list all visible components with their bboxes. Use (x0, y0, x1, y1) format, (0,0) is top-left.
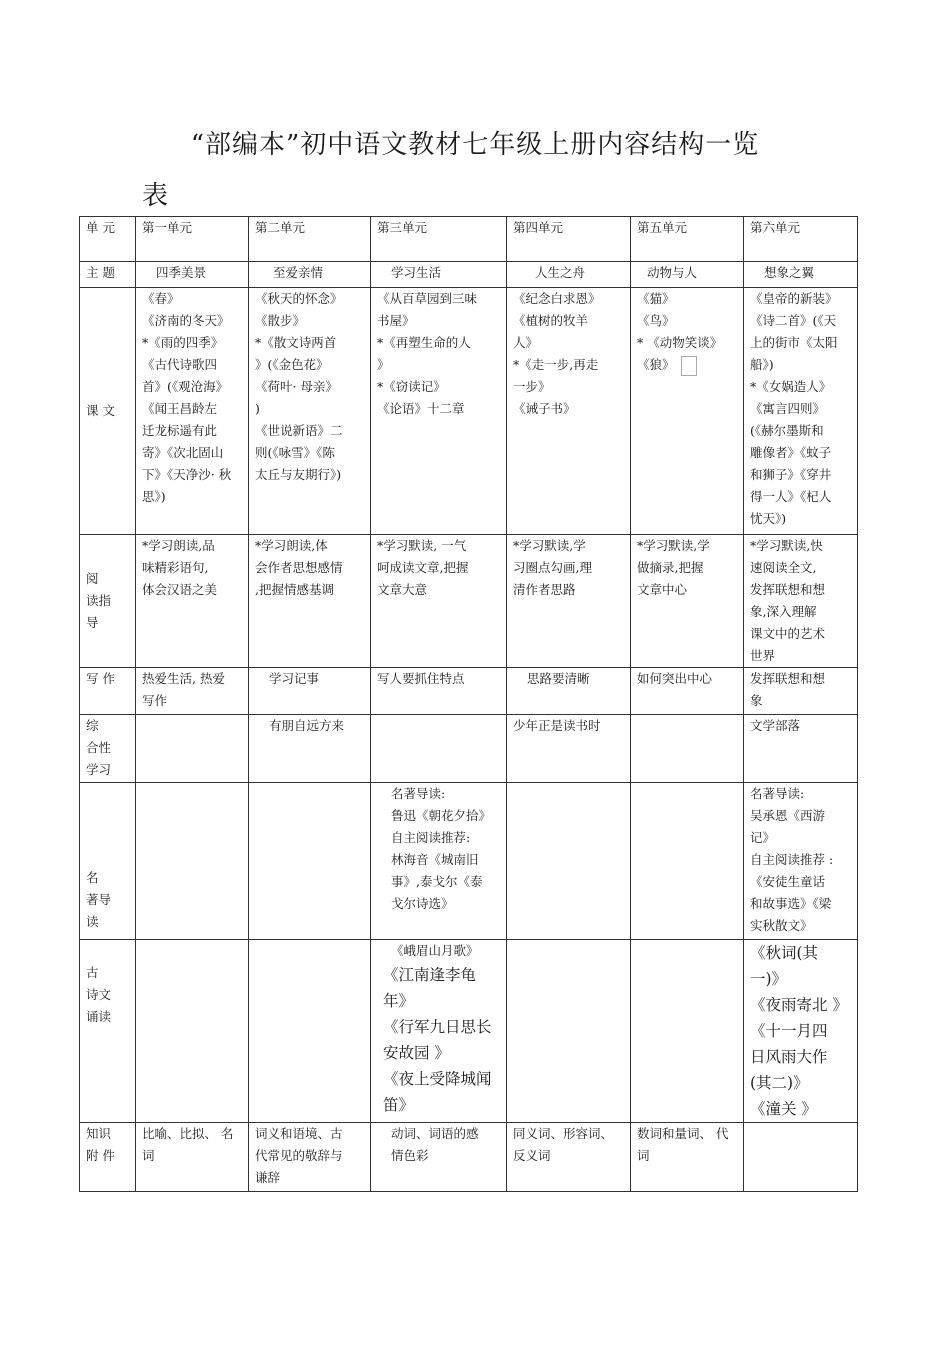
classics-row (80, 783, 858, 940)
table-cell (371, 715, 507, 783)
poem-line: 《峨眉山月歌》 (391, 943, 479, 958)
table-cell: 如何突出中心 (631, 668, 744, 715)
table-cell: 动物与人 (631, 262, 744, 288)
table-cell: 比喻、比拟、 名 词 (136, 1123, 249, 1192)
table-cell: 《秋天的怀念》 《散步》 *《散文诗两首 》(《金色花》 《荷叶· 母亲》 ) 《世说新语》二 则(《咏雪》《陈 太丘与友期行》) (249, 288, 371, 535)
table-cell: 学习记事 (249, 668, 371, 715)
header-cell: 第六单元 (744, 217, 858, 262)
table-cell (249, 940, 371, 1123)
header-cell: 第四单元 (507, 217, 631, 262)
table-cell: 想象之翼 (744, 262, 858, 288)
header-cell: 单 元 (80, 217, 136, 262)
row-label: 综 合性 学习 (80, 715, 136, 783)
table-cell: *学习默读,学 做摘录,把握 文章中心 (631, 535, 744, 668)
texts-row (80, 288, 858, 535)
table-cell: 写人要抓住特点 (371, 668, 507, 715)
table-cell: 发挥联想和想 象 (744, 668, 858, 715)
table-cell: *学习朗读,品 味精彩语句, 体会汉语之美 (136, 535, 249, 668)
table-cell (136, 783, 249, 940)
table-cell: 有朋自远方来 (249, 715, 371, 783)
writing-row (80, 668, 858, 715)
table-cell: 《皇帝的新装》 《诗二首》(《天 上的街市《太阳 船》) *《女娲造人》 《寓言四则》 (《赫尔墨斯和 雕像者》《蚊子 和狮子》《穿井 得一人》《杞人 忧天》) (744, 288, 858, 535)
table-cell: *学习朗读,体 会作者思想感情 ,把握情感基调 (249, 535, 371, 668)
reading-row (80, 535, 858, 668)
table-cell (744, 1123, 858, 1192)
row-label: 知识 附 件 (80, 1123, 136, 1192)
poetry-row (80, 940, 858, 1123)
table-cell: 《秋词(其 一)》 《夜雨寄北 》 《十一月四 日风雨大作 (其二)》 《潼关 》 (744, 940, 858, 1123)
table-cell: 《纪念白求恩》 《植树的牧羊 人》 *《走一步,再走 一步》 《诫子书》 (507, 288, 631, 535)
table-cell: 《从百草园到三味 书屋》 *《再塑生命的人 》 *《窃读记》 《论语》十二章 (371, 288, 507, 535)
table-cell (507, 783, 631, 940)
table-cell: 热爱生活, 热爱 写作 (136, 668, 249, 715)
header-cell: 第三单元 (371, 217, 507, 262)
table-cell: 动词、词语的感 情色彩 (371, 1123, 507, 1192)
header-row (80, 217, 858, 262)
header-cell: 第二单元 (249, 217, 371, 262)
table-cell (507, 940, 631, 1123)
knowledge-row (80, 1123, 858, 1192)
table-cell: 同义词、形容词、 反义词 (507, 1123, 631, 1192)
row-label: 古 诗文 诵读 (80, 940, 136, 1123)
table-cell: 少年正是读书时 (507, 715, 631, 783)
table-cell: 名著导读: 吴承恩《西游 记》 自主阅读推荐 : 《安徒生童话 和故事选》《梁 实秋散文》 (744, 783, 858, 940)
table-cell (631, 783, 744, 940)
document-title-continued: 表 (142, 181, 169, 211)
content-structure-table (79, 216, 858, 1192)
table-cell (249, 783, 371, 940)
row-label: 课 文 (80, 288, 136, 535)
table-cell (631, 940, 744, 1123)
table-cell: 学习生活 (371, 262, 507, 288)
poem-list: 《江南逢李龟 年》 《行军九日思长 安故园 》 《夜上受降城闻 笛》 (383, 966, 492, 1114)
table-cell: *学习默读,快 速阅读全文, 发挥联想和想 象,深入理解 课文中的艺术 世界 (744, 535, 858, 668)
header-cell: 第一单元 (136, 217, 249, 262)
table-cell: 人生之舟 (507, 262, 631, 288)
table-cell: 名著导读: 鲁迅《朝花夕拾》 自主阅读推荐: 林海音《城南旧 事》,泰戈尔《泰 戈尔诗选》 (371, 783, 507, 940)
table-cell (371, 940, 507, 1123)
table-cell: 四季美景 (136, 262, 249, 288)
table-cell: 文学部落 (744, 715, 858, 783)
table-cell: *学习默读,学 习圈点勾画,理 清作者思路 (507, 535, 631, 668)
table-cell: 数词和量词、 代 词 (631, 1123, 744, 1192)
table-cell: 词义和语境、古 代常见的敬辞与 谦辞 (249, 1123, 371, 1192)
blank-box (681, 356, 697, 376)
row-label: 主 题 (80, 262, 136, 288)
row-label: 阅 读指 导 (80, 535, 136, 668)
header-cell: 第五单元 (631, 217, 744, 262)
table-cell (136, 715, 249, 783)
row-label: 写 作 (80, 668, 136, 715)
document-title: “部编本”初中语文教材七年级上册内容结构一览 (190, 130, 760, 160)
table-cell: 至爱亲情 (249, 262, 371, 288)
comprehensive-row (80, 715, 858, 783)
table-cell (631, 288, 744, 535)
table-cell: 《春》 《济南的冬天》 *《雨的四季》 《古代诗歌四 首》(《观沧海》 《闻王昌龄左 迁龙标遥有此 寄》《次北固山 下》《天净沙· 秋 思》) (136, 288, 249, 535)
table-cell (631, 715, 744, 783)
row-label: 名 著导 读 (80, 783, 136, 940)
table-cell (136, 940, 249, 1123)
table-cell: *学习默读, 一气 呵成读文章,把握 文章大意 (371, 535, 507, 668)
cell-text: 《猫》 《鸟》 * 《动物笑谈》 《狼》 (637, 291, 723, 372)
theme-row (80, 262, 858, 288)
table-cell: 思路要清晰 (507, 668, 631, 715)
